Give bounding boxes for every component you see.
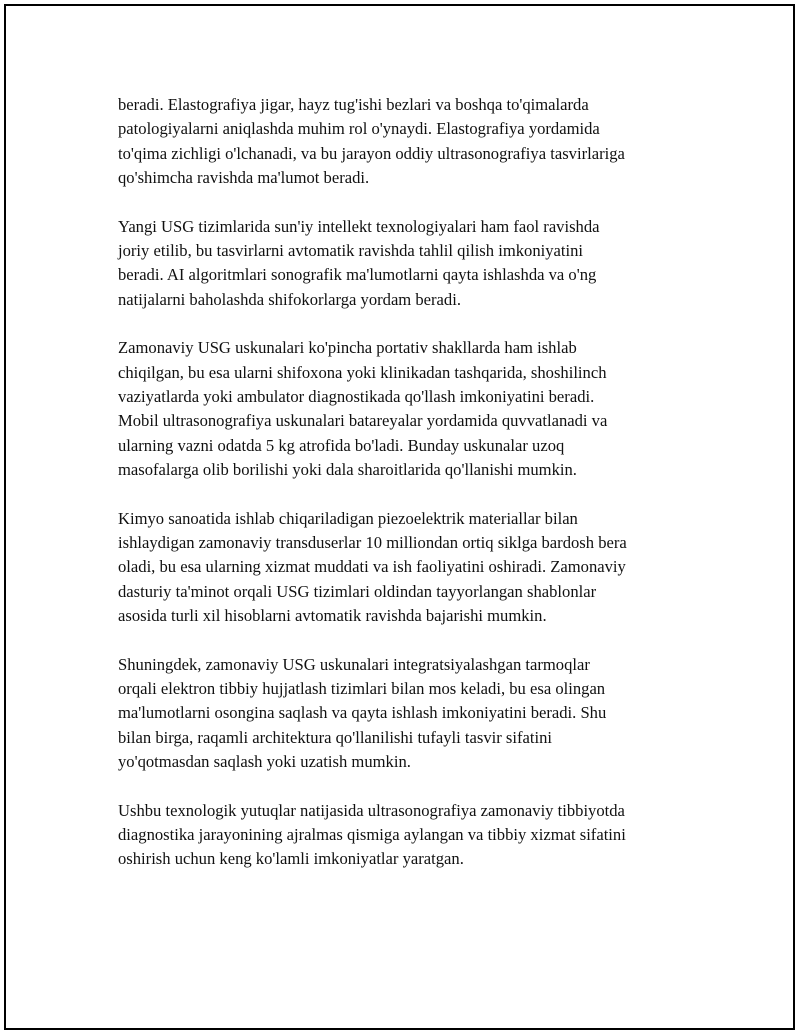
text-line: Shuningdek, zamonaviy USG uskunalari integratsiyalashgan tarmoqlar	[118, 654, 590, 674]
text-line: yo'qotmasdan saqlash yoki uzatish mumkin.	[118, 751, 411, 771]
text-line: Kimyo sanoatida ishlab chiqariladigan piezoelektrik materiallar bilan	[118, 508, 578, 528]
text-line: dasturiy ta'minot orqali USG tizimlari oldindan tayyorlangan shablonlar	[118, 581, 597, 601]
text-line: natijalarni baholashda shifokorlarga yordam beradi.	[118, 289, 461, 309]
paragraph	[118, 93, 688, 190]
paragraph	[118, 799, 688, 872]
text-line: Yangi USG tizimlarida sun'iy intellekt texnologiyalari ham faol ravishda	[118, 216, 600, 236]
text-line: masofalarga olib borilishi yoki dala sharoitlarida qo'llanishi mumkin.	[118, 459, 577, 479]
paragraph	[118, 653, 688, 774]
text-line: oshirish uchun keng ko'lamli imkoniyatlar yaratgan.	[118, 849, 464, 869]
paragraph	[118, 507, 688, 628]
text-line: qo'shimcha ravishda ma'lumot beradi.	[118, 167, 370, 187]
text-line: beradi. AI algoritmlari sonografik ma'lumotlarni qayta ishlashda va o'ng	[118, 265, 597, 285]
text-line: ma'lumotlarni osongina saqlash va qayta ishlash imkoniyatini beradi. Shu	[118, 703, 607, 723]
paragraph	[118, 336, 688, 482]
text-line: beradi. Elastografiya jigar, hayz tug'ishi bezlari va boshqa to'qimalarda	[118, 95, 589, 114]
paragraph	[118, 215, 688, 312]
text-line: joriy etilib, bu tasvirlarni avtomatik ravishda tahlil qilish imkoniyatini	[118, 240, 584, 260]
document-body	[118, 93, 688, 896]
text-line: patologiyalarni aniqlashda muhim rol o'ynaydi. Elastografiya yordamida	[118, 119, 600, 139]
text-line: orqali elektron tibbiy hujjatlash tizimlari bilan mos keladi, bu esa olingan	[118, 678, 606, 698]
text-line: ishlaydigan zamonaviy transduserlar 10 milliondan ortiq siklga bardosh bera	[118, 532, 627, 552]
text-line: bilan birga, raqamli architektura qo'llanilishi tufayli tasvir sifatini	[118, 727, 553, 747]
text-line: ularning vazni odatda 5 kg atrofida bo'ladi. Bunday uskunalar uzoq	[118, 435, 565, 455]
text-line: Mobil ultrasonografiya uskunalari batareyalar yordamida quvvatlanadi va	[118, 411, 608, 431]
text-line: vaziyatlarda yoki ambulator diagnostikada qo'llash imkoniyatini beradi.	[118, 386, 595, 406]
text-line: chiqilgan, bu esa ularni shifoxona yoki klinikadan tashqarida, shoshilinch	[118, 362, 607, 382]
text-line: oladi, bu esa ularning xizmat muddati va ish faoliyatini oshiradi. Zamonaviy	[118, 557, 626, 577]
text-line: Zamonaviy USG uskunalari ko'pincha portativ shakllarda ham ishlab	[118, 338, 577, 358]
text-line: diagnostika jarayonining ajralmas qismiga aylangan va tibbiy xizmat sifatini	[118, 824, 626, 844]
text-line: to'qima zichligi o'lchanadi, va bu jarayon oddiy ultrasonografiya tasvirlariga	[118, 143, 625, 163]
text-line: asosida turli xil hisoblarni avtomatik ravishda bajarishi mumkin.	[118, 605, 547, 625]
text-line: Ushbu texnologik yutuqlar natijasida ultrasonografiya zamonaviy tibbiyotda	[118, 800, 625, 820]
